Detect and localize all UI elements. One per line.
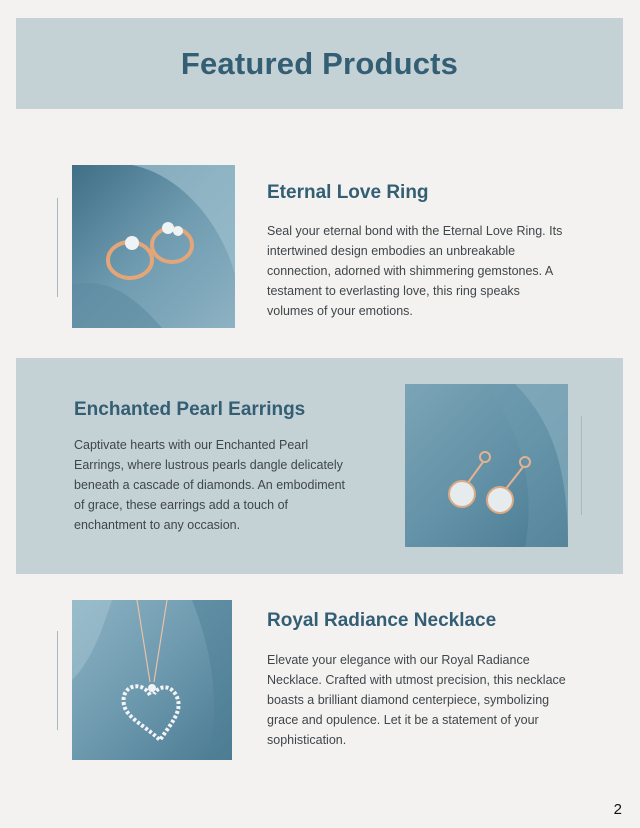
product-description: Seal your eternal bond with the Eternal Love Ring. Its intertwined design embodies an unbreakable connection, adorned with shimmering gemstones. A testament to everlasting love, this ring speaks volumes of your emotions.	[267, 224, 563, 318]
product-title: Enchanted Pearl Earrings	[74, 399, 306, 420]
earrings-photo	[405, 384, 568, 547]
page-title: Featured Products	[180, 45, 459, 81]
accent-line	[581, 416, 582, 515]
necklace-photo	[72, 600, 232, 760]
page-number: 2	[613, 801, 622, 818]
accent-line	[57, 198, 58, 297]
product-description: Captivate hearts with our Enchanted Pearl Earrings, where lustrous pearls dangle delicately beneath a cascade of diamonds. An embodiment of grace, these earrings add a touch of enchantment to any occasion.	[74, 438, 346, 532]
product-title: Eternal Love Ring	[267, 182, 429, 203]
header-band	[16, 18, 623, 109]
product-title: Royal Radiance Necklace	[267, 610, 497, 631]
ring-photo	[72, 165, 235, 328]
product-description: Elevate your elegance with our Royal Radiance Necklace. Crafted with utmost precision, this necklace boasts a brilliant diamond centerpiece, symbolizing grace and opulence. Let it be a statement of your sophistication.	[267, 653, 566, 747]
accent-line	[57, 631, 58, 730]
